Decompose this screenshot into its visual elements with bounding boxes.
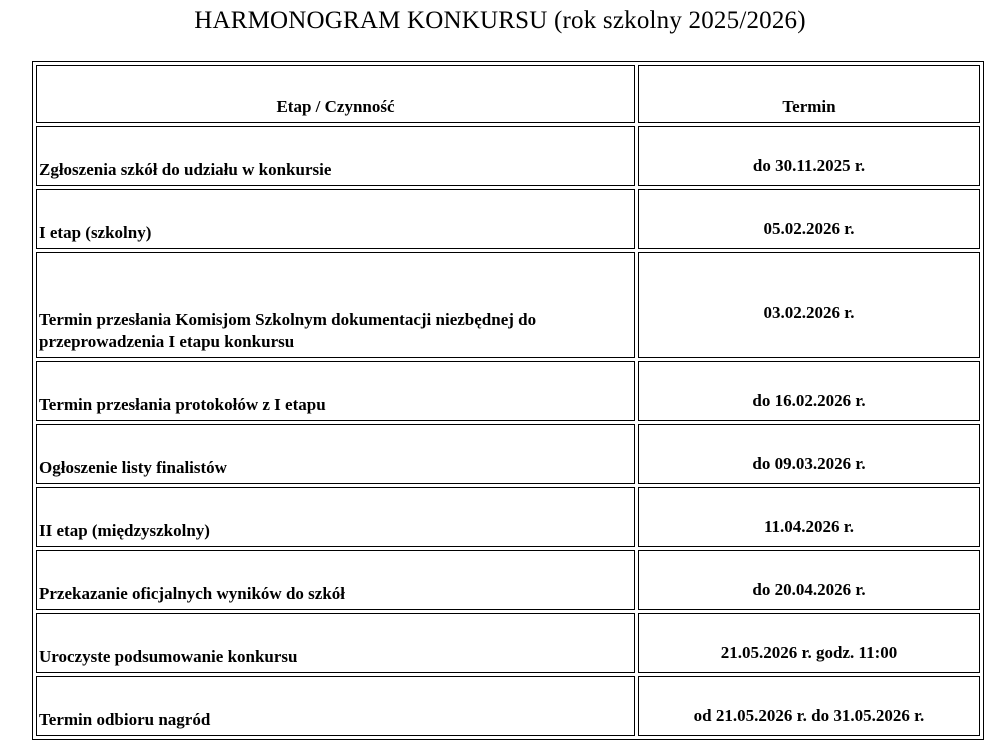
date-cell: 03.02.2026 r.	[638, 252, 980, 358]
date-cell: do 16.02.2026 r.	[638, 361, 980, 421]
table-row	[36, 550, 980, 610]
stage-cell: Zgłoszenia szkół do udziału w konkursie	[36, 126, 635, 186]
stage-cell: II etap (międzyszkolny)	[36, 487, 635, 547]
table-row	[36, 361, 980, 421]
date-cell: do 30.11.2025 r.	[638, 126, 980, 186]
table-row	[36, 487, 980, 547]
date-cell: do 20.04.2026 r.	[638, 550, 980, 610]
table-row	[36, 252, 980, 358]
stage-cell: Termin przesłania Komisjom Szkolnym dokumentacji niezbędnej do przeprowadzenia I etapu konkursu	[36, 252, 635, 358]
date-cell: do 09.03.2026 r.	[638, 424, 980, 484]
schedule-table	[32, 61, 984, 740]
column-header-date: Termin	[638, 65, 980, 123]
column-header-stage: Etap / Czynność	[36, 65, 635, 123]
stage-cell: Uroczyste podsumowanie konkursu	[36, 613, 635, 673]
stage-cell: Termin przesłania protokołów z I etapu	[36, 361, 635, 421]
table-row	[36, 126, 980, 186]
table-header-row	[36, 65, 980, 123]
stage-cell: Przekazanie oficjalnych wyników do szkół	[36, 550, 635, 610]
date-cell: od 21.05.2026 r. do 31.05.2026 r.	[638, 676, 980, 736]
stage-cell: I etap (szkolny)	[36, 189, 635, 249]
table-row	[36, 424, 980, 484]
date-cell: 05.02.2026 r.	[638, 189, 980, 249]
table-row	[36, 613, 980, 673]
stage-cell: Termin odbioru nagród	[36, 676, 635, 736]
table-row	[36, 189, 980, 249]
page-title: HARMONOGRAM KONKURSU (rok szkolny 2025/2026)	[194, 7, 806, 34]
date-cell: 21.05.2026 r. godz. 11:00	[638, 613, 980, 673]
stage-cell: Ogłoszenie listy finalistów	[36, 424, 635, 484]
date-cell: 11.04.2026 r.	[638, 487, 980, 547]
table-row	[36, 676, 980, 736]
